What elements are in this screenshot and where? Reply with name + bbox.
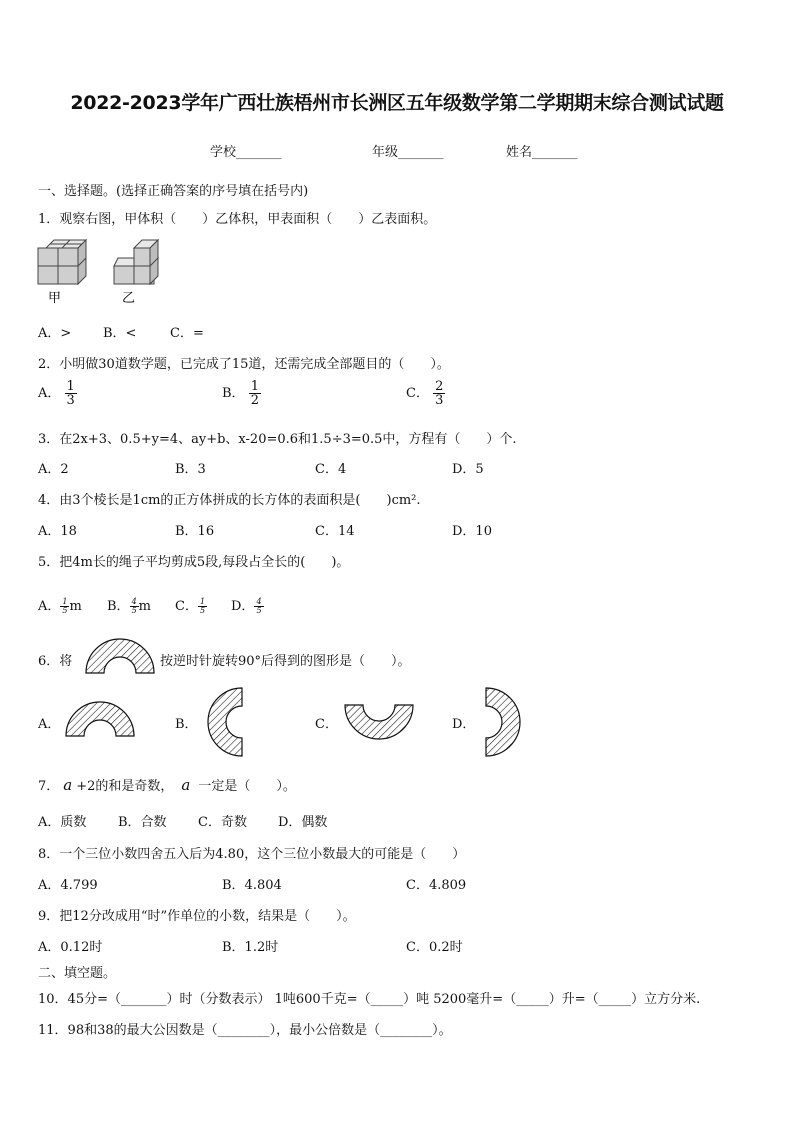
unit: m	[138, 599, 151, 614]
q3-option-b: B．3	[175, 462, 206, 477]
q8-option-c: C．4.809	[406, 878, 467, 893]
q7-suffix: 一定是（ ）。	[198, 779, 296, 794]
question-5: 5．把4m长的绳子平均剪成5段,每段占全长的( )。	[38, 555, 350, 570]
q4-option-d: D．10	[452, 524, 492, 539]
unit: m	[69, 599, 82, 614]
q7-option-a: A．质数	[38, 815, 87, 830]
q2-option-a	[38, 380, 77, 407]
q7-var: a	[63, 776, 73, 794]
school-field: 学校_______	[210, 145, 282, 160]
q1-option-a: A．>	[38, 326, 72, 341]
q2-option-b	[222, 380, 261, 407]
question-9: 9．把12分改成用“时”作单位的小数，结果是（ ）。	[38, 909, 356, 924]
denominator: 5	[62, 606, 68, 615]
question-1: 1．观察右图，甲体积（ ）乙体积，甲表面积（ ）乙表面积。	[38, 212, 437, 227]
section-fill-heading: 二、填空题。	[38, 966, 117, 981]
label-yi: 乙	[122, 291, 136, 306]
denominator: 2	[250, 393, 259, 408]
section-choice-heading: 一、选择题。(选择正确答案的序号填在括号内)	[38, 184, 309, 199]
numerator: 1	[66, 379, 75, 394]
q3-option-a: A．2	[38, 462, 69, 477]
q7-plus: +2	[76, 779, 96, 794]
cube-figure-yi	[114, 240, 158, 284]
q9-option-a: A．0.12时	[38, 940, 103, 955]
fraction	[433, 380, 445, 407]
question-6-prefix: 6．将	[38, 654, 73, 669]
q6-option-a-shape	[64, 700, 136, 738]
q7-option-b: B．合数	[118, 815, 167, 830]
q6-option-d: D．	[452, 717, 476, 732]
question-2: 2．小明做30道数学题，已完成了15道，还需完成全部题目的（ ）。	[38, 357, 450, 372]
fraction	[198, 598, 207, 615]
numerator: 1	[199, 597, 206, 606]
q7-option-c: C．奇数	[198, 815, 247, 830]
q6-option-b: B．	[175, 717, 198, 732]
q7-number: 7．	[38, 779, 60, 794]
q3-option-d: D．5	[452, 462, 484, 477]
numerator: 1	[250, 379, 259, 394]
denominator: 5	[199, 606, 206, 615]
q9-option-b: B．1.2时	[222, 940, 279, 955]
q5-option-a	[38, 595, 82, 615]
q6-option-d-shape	[484, 686, 524, 758]
q6-option-a: A．	[38, 717, 61, 732]
q8-option-b: B．4.804	[222, 878, 282, 893]
q7-middle: 的和是奇数，	[95, 779, 174, 794]
label-jia: 甲	[48, 291, 62, 306]
question-6-text: 按逆时针旋转90°后得到的图形是（ ）。	[160, 654, 411, 669]
fraction	[130, 598, 139, 615]
question-11: 11．98和38的最大公因数是（________），最小公倍数是（________）。	[38, 1023, 452, 1038]
q7-var2: a	[181, 776, 191, 794]
q2-option-c	[406, 380, 445, 407]
option-label: B．	[222, 386, 245, 401]
grade-field: 年级_______	[372, 145, 444, 160]
option-label: B．	[107, 599, 130, 614]
q8-option-a: A．4.799	[38, 878, 98, 893]
numerator: 4	[256, 597, 262, 606]
option-label: C．	[406, 386, 429, 401]
question-7	[38, 775, 296, 794]
q6-arch-shape	[84, 637, 156, 677]
numerator: 1	[62, 597, 68, 606]
q1-option-b: B．<	[103, 326, 137, 341]
fraction	[249, 380, 261, 407]
fraction	[254, 598, 263, 615]
name-field: 姓名_______	[506, 145, 578, 160]
q5-option-d	[231, 595, 264, 615]
q5-option-b	[107, 595, 151, 615]
question-8: 8．一个三位小数四舍五入后为4.80，这个三位小数最大的可能是（ ）	[38, 847, 466, 862]
q6-option-c-shape	[343, 703, 415, 741]
option-label: A．	[38, 386, 61, 401]
numerator: 2	[435, 379, 444, 394]
cube-figures	[36, 236, 166, 306]
denominator: 3	[435, 393, 444, 408]
q9-option-c: C．0.2时	[406, 940, 463, 955]
question-10: 10．45分=（_______）时（分数表示） 1吨600千克=（_____）吨 5200毫升=（_____）升=（_____）立方分米.	[38, 992, 701, 1007]
q1-option-c: C．=	[170, 326, 204, 341]
cube-figure-jia	[38, 240, 86, 284]
q4-option-a: A．18	[38, 524, 77, 539]
denominator: 3	[66, 393, 75, 408]
fraction	[65, 380, 77, 407]
denominator: 5	[131, 606, 137, 615]
option-label: D．	[231, 599, 255, 614]
q4-option-b: B．16	[175, 524, 215, 539]
option-label: C．	[175, 599, 198, 614]
q3-option-c: C．4	[315, 462, 347, 477]
denominator: 5	[256, 606, 262, 615]
q6-option-b-shape	[204, 686, 244, 758]
question-3: 3．在2x+3、0.5+y=4、ay+b、x-20=0.6和1.5÷3=0.5中，方程有（ ）个.	[38, 432, 517, 447]
q6-option-c: C．	[315, 717, 338, 732]
numerator: 4	[131, 597, 137, 606]
q5-option-c	[175, 595, 207, 615]
q4-option-c: C．14	[315, 524, 355, 539]
q7-option-d: D．偶数	[278, 815, 328, 830]
option-label: A．	[38, 599, 61, 614]
question-4: 4．由3个棱长是1cm的正方体拼成的长方体的表面积是( )cm².	[38, 493, 421, 508]
page-title: 2022-2023学年广西壮族梧州市长洲区五年级数学第二学期期末综合测试试题	[70, 92, 724, 114]
